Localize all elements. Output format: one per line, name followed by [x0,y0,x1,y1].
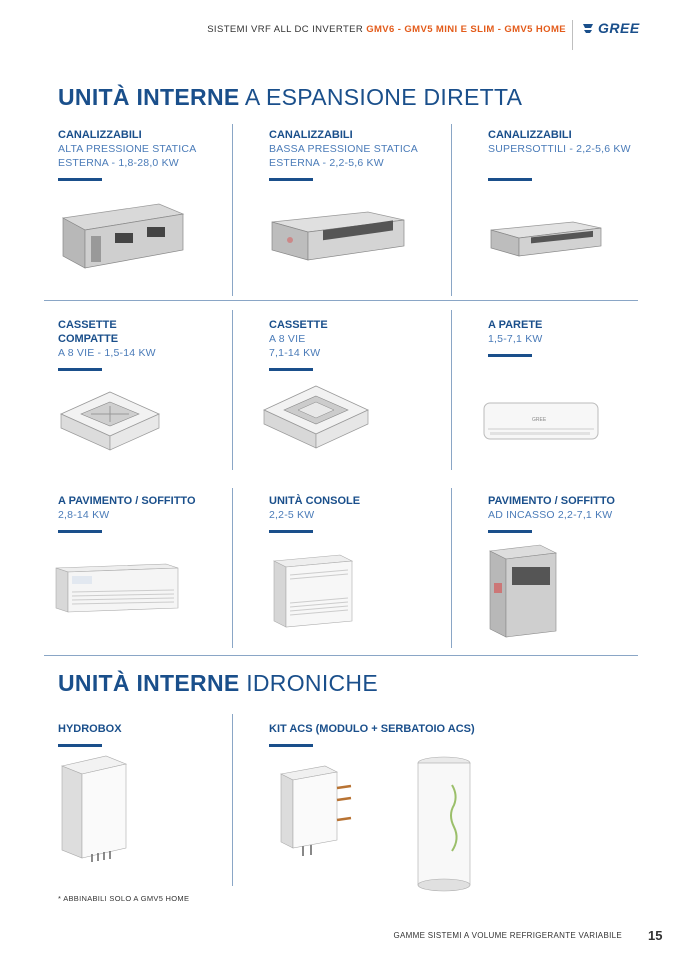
wall-unit-image [482,401,600,443]
section-title-expansion [58,84,522,111]
section2-title-bold: UNITÀ INTERNE [58,670,240,696]
concealed-floor-unit-image [486,543,560,641]
section1-title-bold: UNITÀ INTERNE [58,84,240,110]
divider [232,124,233,296]
category-underline [269,744,313,747]
ducted-high-unit-image [55,200,187,272]
floor-ceiling-unit-image [54,562,180,616]
hydrobox-image [58,754,130,866]
page-number: 15 [648,928,663,943]
gree-logo-icon [581,21,595,35]
category-title: COMPATTE [58,333,119,345]
dhw-tank-image [414,755,474,895]
category-subtitle: 2,2-5 KW [269,509,315,521]
gree-logo [581,20,640,36]
cassette-image [258,382,374,454]
category-subtitle: ALTA PRESSIONE STATICA [58,143,197,155]
category-ducted-high [58,128,196,181]
footer-text: GAMME SISTEMI A VOLUME REFRIGERANTE VARIABILE [393,931,622,940]
category-wall [488,318,543,357]
category-underline [488,178,532,181]
category-underline [58,744,102,747]
divider [44,655,638,656]
ducted-slim-unit-image [487,220,605,262]
header-divider [572,20,573,50]
section1-title-light: A ESPANSIONE DIRETTA [239,84,523,110]
category-title: KIT ACS (MODULO + SERBATOIO ACS) [269,723,475,735]
category-underline [269,530,313,533]
category-underline [58,368,102,371]
section-title-hydronic [58,670,378,697]
console-unit-image [270,553,356,631]
category-underline [58,178,102,181]
category-floor-ceiling [58,494,196,533]
category-title: CANALIZZABILI [488,129,572,141]
header-prefix: SISTEMI VRF ALL DC INVERTER [207,24,367,35]
cassette-compact-image [55,388,165,456]
category-subtitle: 1,5-7,1 KW [488,333,543,345]
section2-title-light: IDRONICHE [239,670,378,696]
category-title: CANALIZZABILI [58,129,142,141]
category-ducted-low [269,128,418,181]
divider [232,310,233,470]
category-subtitle: SUPERSOTTILI - 2,2-5,6 KW [488,143,631,155]
dhw-module-image [275,764,355,860]
ducted-low-unit-image [268,210,408,265]
category-cassette-compact [58,318,156,371]
category-concealed-floor [488,494,615,533]
category-title: A PARETE [488,319,543,331]
category-underline [269,368,313,371]
svg-text:GREE: GREE [532,417,547,423]
header-text [207,24,566,35]
divider [232,488,233,648]
category-title: UNITÀ CONSOLE [269,495,361,507]
category-cassette [269,318,328,371]
category-ducted-slim [488,128,631,181]
divider [451,124,452,296]
footnote: * ABBINABILI SOLO A GMV5 HOME [58,894,190,903]
page-header [0,20,678,52]
category-subtitle: A 8 VIE [269,333,306,345]
divider [44,300,638,301]
category-underline [269,178,313,181]
divider [451,310,452,470]
header-highlight: GMV6 - GMV5 MINI E SLIM - GMV5 HOME [366,24,566,35]
category-title: CANALIZZABILI [269,129,353,141]
category-subtitle: ESTERNA - 1,8-28,0 KW [58,157,179,169]
divider [451,488,452,648]
category-dhw-kit [269,722,475,747]
category-subtitle: A 8 VIE - 1,5-14 KW [58,347,156,359]
category-subtitle: ESTERNA - 2,2-5,6 KW [269,157,384,169]
logo-text: GREE [598,20,640,36]
category-title: HYDROBOX [58,723,122,735]
category-hydrobox [58,722,122,747]
divider [232,714,233,886]
category-underline [488,530,532,533]
category-title: PAVIMENTO / SOFFITTO [488,495,615,507]
category-underline [58,530,102,533]
category-subtitle: 7,1-14 KW [269,347,321,359]
category-title: CASSETTE [269,319,328,331]
category-subtitle: 2,8-14 KW [58,509,110,521]
category-console [269,494,360,533]
category-subtitle: AD INCASSO 2,2-7,1 KW [488,509,613,521]
category-title: CASSETTE [58,319,117,331]
category-title: A PAVIMENTO / SOFFITTO [58,495,196,507]
category-subtitle: BASSA PRESSIONE STATICA [269,143,418,155]
category-underline [488,354,532,357]
